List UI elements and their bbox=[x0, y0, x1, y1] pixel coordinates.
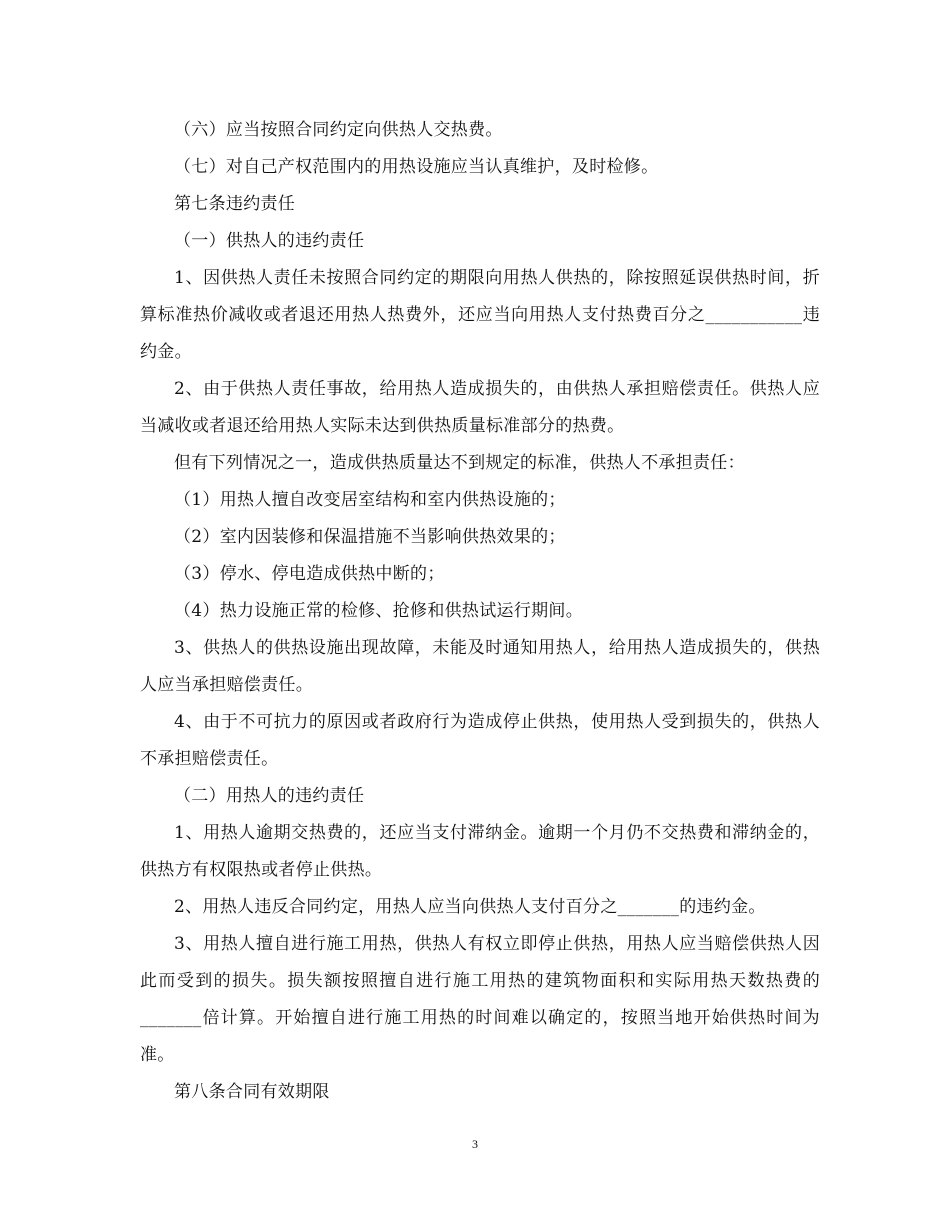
document-body bbox=[140, 112, 820, 1111]
paragraph-user-item-1: 1、用热人逾期交热费的，还应当支付滞纳金。逾期一个月仍不交热费和滞纳金的，供热方有权限热或者停止供热。 bbox=[140, 823, 820, 880]
paragraph-provider-item-2: 2、由于供热人责任事故，给用热人造成损失的，由供热人承担赔偿责任。供热人应当减收或者退还给用热人实际未达到供热质量标准部分的热费。 bbox=[140, 379, 820, 436]
paragraph-exceptions-intro: 但有下列情况之一，造成供热质量达不到规定的标准，供热人不承担责任： bbox=[174, 453, 745, 473]
paragraph-user-item-2: 2、用热人违反合同约定，用热人应当向供热人支付百分之_______的违约金。 bbox=[174, 897, 766, 917]
paragraph-clause-7: （七）对自己产权范围内的用热设施应当认真维护，及时检修。 bbox=[174, 157, 659, 177]
exception-item-3: （3）停水、停电造成供热中断的； bbox=[174, 564, 445, 584]
paragraph-clause-6: （六）应当按照合同约定向供热人交热费。 bbox=[174, 120, 503, 140]
paragraph-provider-item-3: 3、供热人的供热设施出现故障，未能及时通知用热人，给用热人造成损失的，供热人应当承担赔偿责任。 bbox=[140, 638, 820, 695]
paragraph-provider-item-1: 1、因供热人责任未按照合同约定的期限向用热人供热的，除按照延误供热时间，折算标准热价减收或者退还用热人热费外，还应当向用热人支付热费百分之___________违约金。 bbox=[140, 268, 820, 362]
paragraph-user-item-3: 3、用热人擅自进行施工用热，供热人有权立即停止供热，用热人应当赔偿供热人因此而受到的损失。损失额按照擅自进行施工用热的建筑物面积和实际用热天数热费的_______倍计算。开始擅自进行施工用热的时间难以确定的，按照当地开始供热时间为准。 bbox=[140, 934, 820, 1065]
article-7-heading: 第七条违约责任 bbox=[174, 194, 296, 214]
article-8-heading: 第八条合同有效期限 bbox=[174, 1082, 330, 1102]
page-number: 3 bbox=[472, 1137, 478, 1151]
section-heat-user-liability: （二）用热人的违约责任 bbox=[174, 786, 365, 806]
exception-item-2: （2）室内因装修和保温措施不当影响供热效果的； bbox=[174, 527, 566, 547]
exception-item-1: （1）用热人擅自改变居室结构和室内供热设施的； bbox=[174, 490, 566, 510]
section-heating-provider-liability: （一）供热人的违约责任 bbox=[174, 231, 365, 251]
paragraph-provider-item-4: 4、由于不可抗力的原因或者政府行为造成停止供热，使用热人受到损失的，供热人不承担赔偿责任。 bbox=[140, 712, 820, 769]
exception-item-4: （4）热力设施正常的检修、抢修和供热试运行期间。 bbox=[174, 601, 584, 621]
